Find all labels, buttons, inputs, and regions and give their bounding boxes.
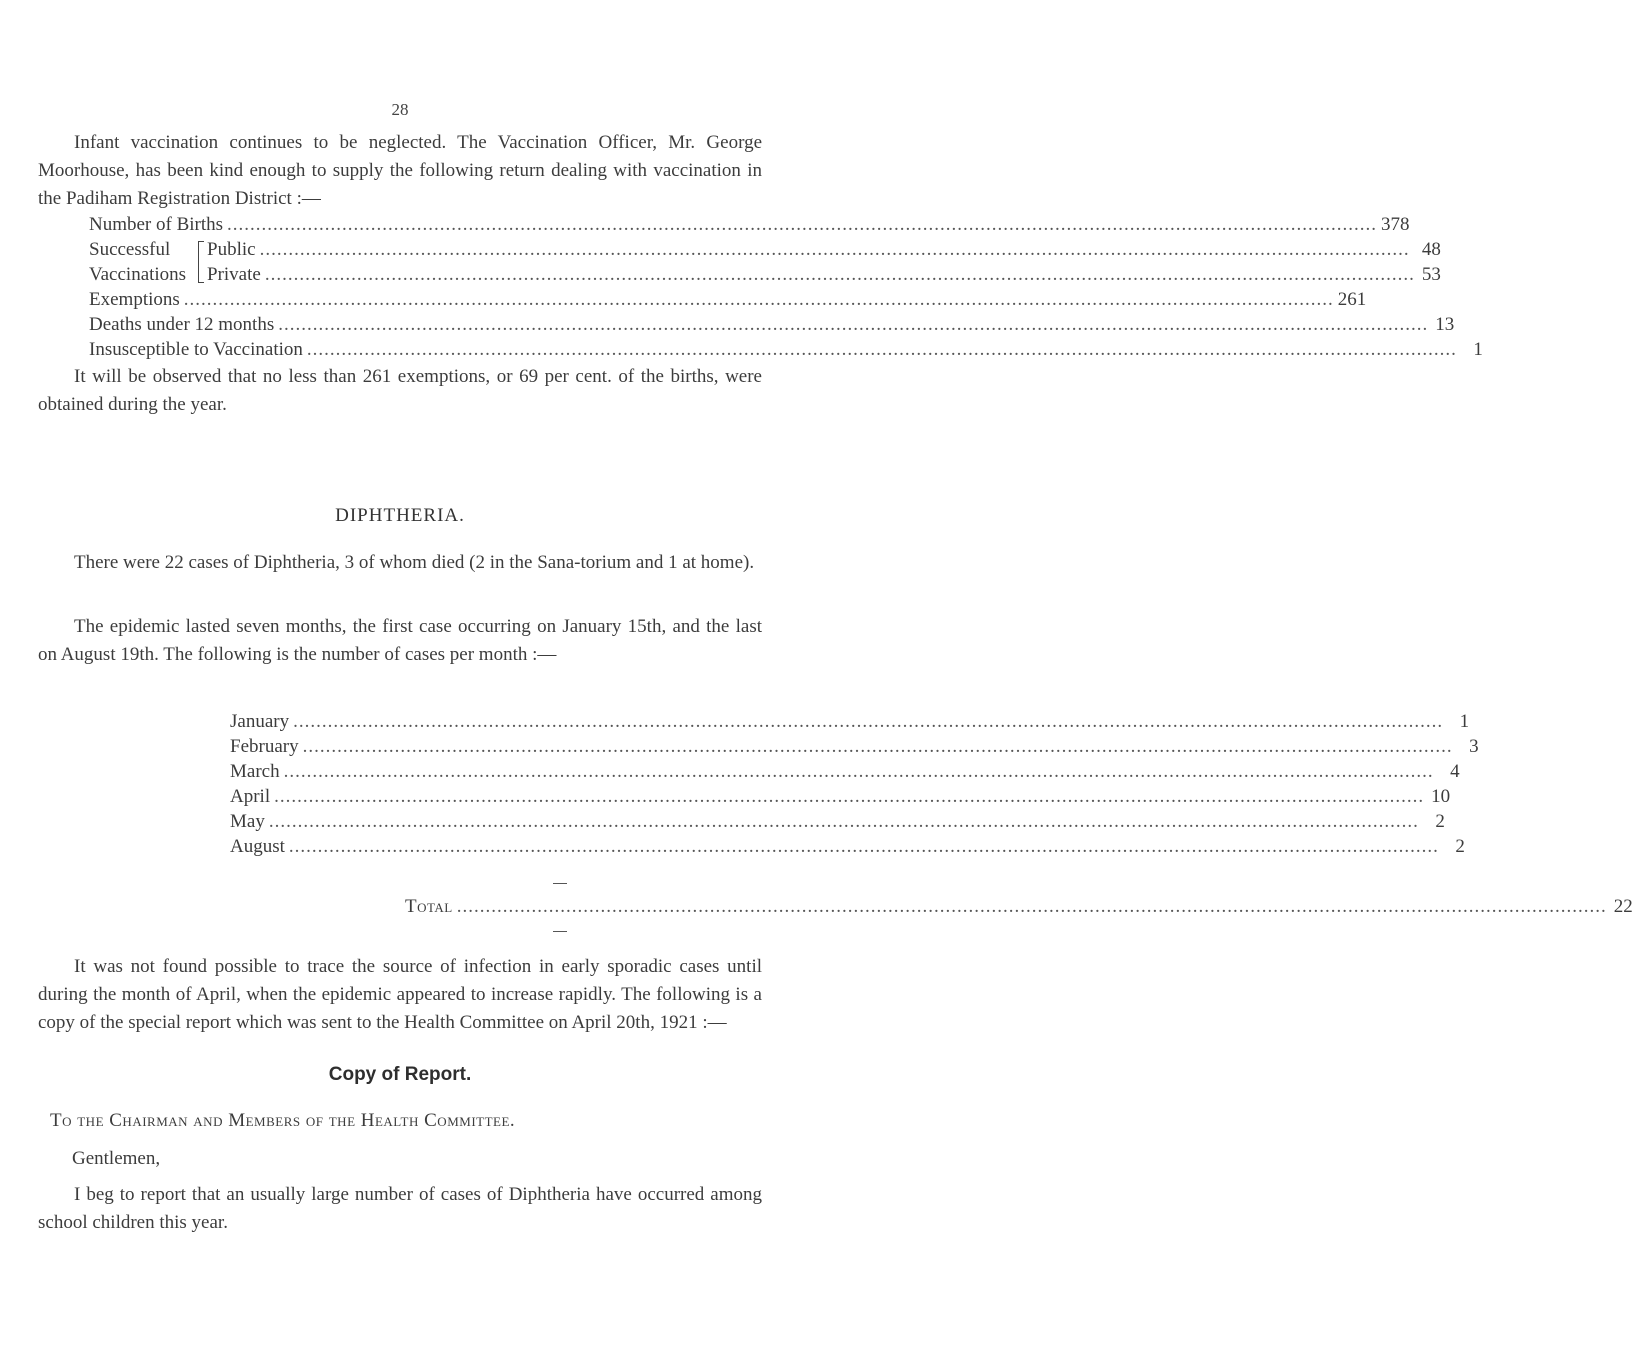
month-value: 2 xyxy=(1455,836,1465,857)
month-value: 4 xyxy=(1450,761,1460,782)
month-row xyxy=(230,709,1470,734)
public-label: Public xyxy=(207,239,256,260)
sum-rule-top xyxy=(553,883,567,884)
page-number: 28 xyxy=(391,100,409,119)
month-label: May xyxy=(230,811,265,832)
month-value: 1 xyxy=(1459,711,1470,732)
report-heading: Copy of Report. xyxy=(328,1064,472,1085)
months-table xyxy=(230,709,1479,859)
leader-dots xyxy=(289,834,1439,859)
leader-dots xyxy=(293,709,1443,734)
brace-icon xyxy=(195,237,207,287)
leader-dots xyxy=(184,287,1334,312)
private-row xyxy=(207,262,1441,287)
leader-dots xyxy=(269,809,1419,834)
sum-rule-bottom xyxy=(553,931,567,932)
month-label: January xyxy=(230,711,290,732)
exemptions-label: Exemptions xyxy=(89,289,180,310)
vaccinations-label: Vaccinations xyxy=(89,264,187,285)
leader-dots xyxy=(303,734,1453,759)
month-label: February xyxy=(230,736,299,757)
leader-dots xyxy=(227,212,1377,237)
private-label: Private xyxy=(207,264,261,285)
month-label: April xyxy=(230,786,271,807)
exemptions-value: 261 xyxy=(1337,289,1367,310)
leader-dots xyxy=(307,337,1457,362)
total-row xyxy=(405,894,1633,919)
leader-dots xyxy=(457,894,1607,919)
month-row xyxy=(230,809,1445,834)
deaths-label: Deaths under 12 months xyxy=(89,314,275,335)
report-addressee: To the Chairman and Members of the Health Committee. xyxy=(50,1110,516,1131)
births-label: Number of Births xyxy=(89,214,224,235)
diphtheria-para-3: It was not found possible to trace the source of infection in early sporadic cases until during the month of April, when the epidemic appeared to increase rapidly. The following is a copy of the special report which was sent to the Health Committee on April 20th, 1921 :— xyxy=(38,956,762,1033)
private-value: 53 xyxy=(1421,264,1441,285)
insusceptible-value: 1 xyxy=(1473,339,1483,360)
insusceptible-label: Insusceptible to Vaccination xyxy=(89,339,303,360)
vaccination-note: It will be observed that no less than 261 exemptions, or 69 per cent. of the births, were obtained during the year. xyxy=(38,366,762,415)
leader-dots xyxy=(260,237,1415,262)
vaccinations-group-label xyxy=(89,237,195,287)
exemptions-row xyxy=(89,287,1367,312)
total-row-wrap xyxy=(405,894,1633,919)
month-row xyxy=(230,784,1451,809)
month-row xyxy=(230,834,1465,859)
month-value: 2 xyxy=(1435,811,1445,832)
month-value: 10 xyxy=(1431,786,1451,807)
month-label: March xyxy=(230,761,280,782)
births-value: 378 xyxy=(1381,214,1410,235)
leader-dots xyxy=(284,759,1434,784)
diphtheria-para-2: The epidemic lasted seven months, the first case occurring on January 15th, and the last on August 19th. The following is the number of cases per month :— xyxy=(38,616,762,665)
report-salutation: Gentlemen, xyxy=(72,1148,161,1169)
report-body: I beg to report that an usually large number of cases of Diphtheria have occurred among school children this year. xyxy=(38,1184,762,1233)
total-value: 22 xyxy=(1613,896,1633,917)
month-row xyxy=(230,734,1479,759)
total-label: Total xyxy=(405,896,453,917)
births-row xyxy=(89,212,1410,237)
vaccination-intro: Infant vaccination continues to be neglected. The Vaccination Officer, Mr. George Moorhouse, has been kind enough to supply the following return dealing with vaccination in the Padiham Registration District :— xyxy=(38,132,762,209)
public-row xyxy=(207,237,1441,262)
deaths-value: 13 xyxy=(1435,314,1455,335)
successful-label: Successful xyxy=(89,239,171,260)
leader-dots xyxy=(265,262,1415,287)
public-value: 48 xyxy=(1421,239,1441,260)
deaths-row xyxy=(89,312,1455,337)
vaccinations-group xyxy=(89,237,1441,287)
leader-dots xyxy=(274,784,1424,809)
month-row xyxy=(230,759,1460,784)
month-label: August xyxy=(230,836,285,857)
month-value: 3 xyxy=(1469,736,1479,757)
insusceptible-row xyxy=(89,337,1483,362)
vaccination-table xyxy=(89,212,1483,362)
diphtheria-heading: DIPHTHERIA. xyxy=(335,505,465,526)
diphtheria-para-1: There were 22 cases of Diphtheria, 3 of whom died (2 in the Sana-torium and 1 at home). xyxy=(74,552,755,573)
leader-dots xyxy=(278,312,1428,337)
